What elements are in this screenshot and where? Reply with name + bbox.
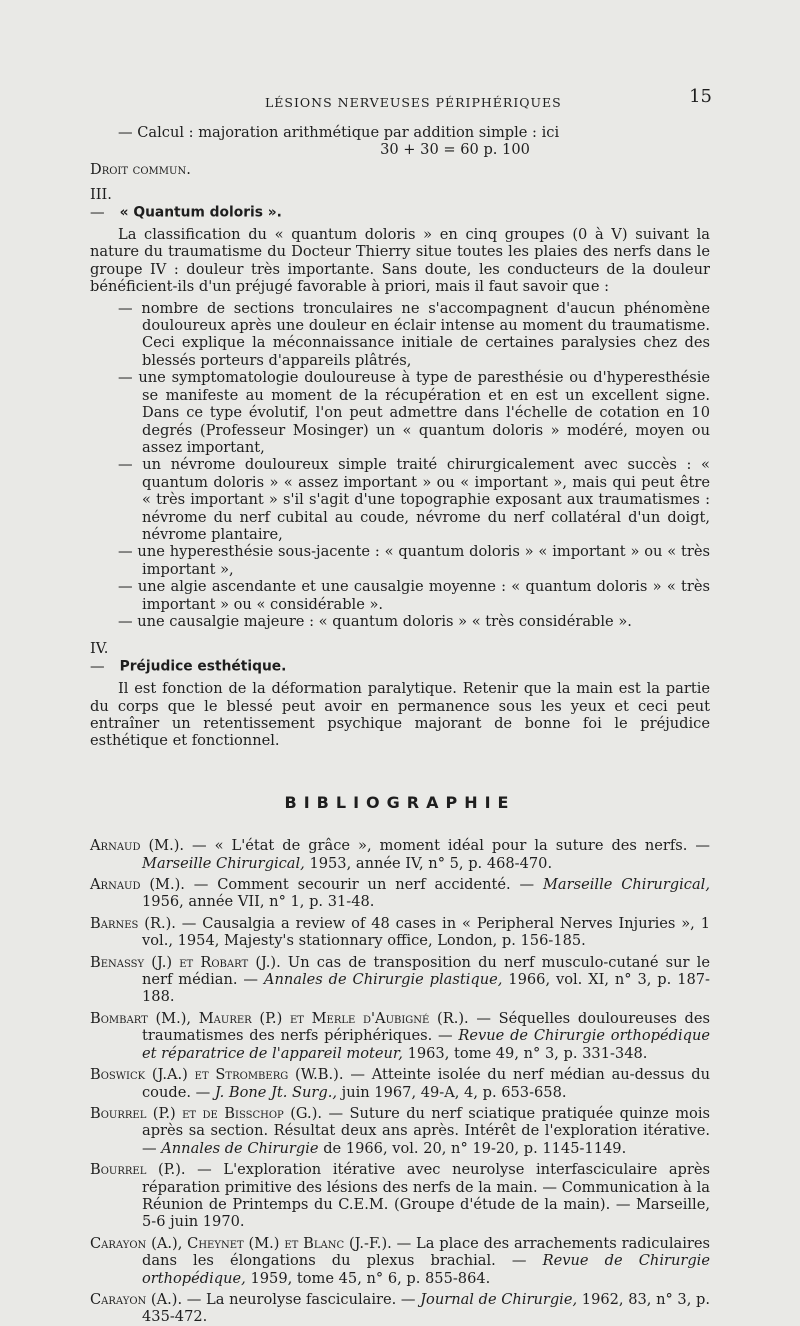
section-title: Préjudice esthétique. [119, 658, 287, 675]
reference-authors: Carayon (A.), Cheynet (M.) et Blanc (J.-F.). [90, 1234, 392, 1252]
reference-journal: Journal de Chirurgie, [420, 1290, 578, 1308]
reference-text: — La neurolyse fasciculaire. — [182, 1290, 421, 1308]
reference-journal: Annales de Chirurgie [161, 1139, 319, 1157]
list-item: — une hyperesthésie sous-jacente : « quantum doloris » « important » ou « très important », [118, 543, 710, 578]
bibliography-title: BIBLIOGRAPHIE [284, 792, 516, 812]
reference-details: 1956, année VII, n° 1, p. 31-48. [142, 893, 375, 911]
reference-journal: Revue de Chirurgie orthopédique, [142, 1252, 710, 1287]
reference-details: 1953, année IV, n° 5, p. 468-470. [304, 854, 553, 872]
section-heading-3 [90, 186, 710, 222]
section-paragraph: Il est fonction de la déformation paralytique. Retenir que la main est la partie du corps que le blessé peut avoir en permanence sous les yeux et ceci peut entraîner un retentissement psychique majorant de bonne foi le préjudice esthétique et fonctionnel. [90, 680, 710, 750]
formula: 30 + 30 = 60 p. 100 [380, 141, 530, 159]
bibliography-entry [90, 1161, 710, 1231]
reference-authors: Carayon (A.). [90, 1290, 183, 1308]
running-header [90, 88, 710, 110]
reference-journal: J. Bone Jt. Surg., [214, 1083, 338, 1101]
reference-text: — Suture du nerf sciatique pratiquée quinze mois après sa section. Résultat deux ans après. Intérêt de l'exploration itérative. — [142, 1104, 710, 1157]
list-item: — une symptomatologie douloureuse à type de paresthésie ou d'hyperesthésie se manifeste au moment de la récupération et en est un excellent signe. Dans ce type évolutif, l'on peut admettre dans l'échelle de cotation en 10 degrés (Professeur Mosinger) un « quantum doloris » modéré, moyen ou assez important, [118, 369, 710, 456]
list-item: — une algie ascendante et une causalgie moyenne : « quantum doloris » « très important » ou « considérable ». [118, 578, 710, 613]
bibliography-entry [90, 1291, 710, 1326]
reference-authors: Benassy (J.) et Robart (J.). [90, 953, 281, 971]
reference-text: — Atteinte isolée du nerf médian au-dessus du coude. — [142, 1066, 710, 1101]
bibliography-entry [90, 876, 710, 911]
bibliography-entry [90, 1235, 710, 1287]
droit-commun: Droit commun. [90, 160, 191, 178]
reference-authors: Bourrel (P.) et de Bisschop (G.). [90, 1104, 323, 1122]
running-title: LÉSIONS NERVEUSES PÉRIPHÉRIQUES [265, 95, 562, 110]
reference-text: — L'exploration itérative avec neurolyse interfasciculaire après réparation primitive des lésions des nerfs de la main. — Communication à la Réunion de Printemps du C.E.M. (Groupe d'étude de la main). — Marseille, 5-6 juin 1970. [142, 1161, 711, 1231]
reference-authors: Barnes (R.). [90, 914, 176, 932]
reference-details: 1963, tome 49, n° 3, p. 331-348. [402, 1044, 648, 1062]
section-title: « Quantum doloris ». [119, 204, 282, 221]
reference-text: Un cas de transposition du nerf musculo-cutané sur le nerf médian. — [142, 953, 710, 989]
reference-authors: Boswick (J.A.) et Stromberg (W.B.). [90, 1066, 344, 1084]
bibliography-entry [90, 1105, 710, 1157]
reference-details: de 1966, vol. 20, n° 19-20, p. 1145-1149. [318, 1139, 627, 1157]
list-item: — un névrome douloureux simple traité chirurgicalement avec succès : « quantum doloris » « assez important » ou « important », mais qui peut être « très important » s'il s'agit d'une topographie exposant aux traumatismes : névrome du nerf cubital au coude, névrome du nerf collatéral d'un doigt, névrome plantaire, [118, 456, 710, 543]
reference-text: — Séquelles douloureuses des traumatismes des nerfs périphériques. — [142, 1009, 710, 1045]
reference-text: — Comment secourir un nerf accidenté. — [184, 876, 543, 894]
reference-details: 1966, vol. XI, n° 3, p. 187-188. [142, 971, 710, 1006]
reference-details: 1959, tome 45, n° 6, p. 855-864. [245, 1269, 491, 1287]
reference-authors: Arnaud (M.). [90, 876, 185, 894]
reference-text: — « L'état de grâce », moment idéal pour la suture des nerfs. — [184, 837, 711, 855]
calcul-line: — Calcul : majoration arithmétique par addition simple : ici [118, 124, 560, 141]
page-number: 15 [689, 86, 712, 107]
reference-journal: Marseille Chirurgical, [542, 876, 710, 894]
reference-authors: Bourrel (P.). [90, 1161, 186, 1179]
reference-authors: Bombart (M.), Maurer (P.) et Merle d'Aubigné (R.). [90, 1009, 469, 1027]
bibliography-entry [90, 1066, 710, 1101]
section-heading-4 [90, 640, 710, 676]
list-item: — une causalgie majeure : « quantum doloris » « très considérable ». [118, 612, 632, 630]
reference-details: juin 1967, 49-A, 4, p. 653-658. [337, 1083, 567, 1101]
reference-authors: Arnaud (M.). [90, 837, 185, 855]
reference-details: 1962, 83, n° 3, p. 435-472. [142, 1290, 710, 1326]
bibliography-entry [90, 837, 710, 872]
section-number: IV. — [90, 640, 109, 675]
section-number: III. — [90, 186, 112, 221]
reference-text: — La place des arrachements radiculaires dans les élongations du plexus brachial. — [142, 1234, 710, 1270]
reference-journal: Marseille Chirurgical, [142, 854, 305, 872]
bibliography-entry [90, 1010, 710, 1062]
reference-text: — Causalgia a review of 48 cases in « Peripheral Nerves Injuries », 1 vol., 1954, Majesty's stationnary office, London, p. 156-185. [142, 914, 710, 950]
list-item: — nombre de sections tronculaires ne s'accompagnent d'aucun phénomène douloureux après une douleur en éclair intense au moment du traumatisme. Ceci explique la méconnaissance initiale de certaines paralysies chez des blessés porteurs d'appareils plâtrés, [118, 299, 710, 369]
bibliography-entry [90, 954, 710, 1006]
section-paragraph: La classification du « quantum doloris » en cinq groupes (0 à V) suivant la nature du traumatisme du Docteur Thierry situe toutes les plaies des nerfs dans le groupe IV : douleur très importante. Sans doute, les conducteurs de la douleur bénéficient-ils d'un préjugé favorable à priori, mais il faut savoir que : [90, 226, 710, 296]
reference-journal: Annales de Chirurgie plastique, [263, 971, 503, 989]
bibliography-list [90, 837, 710, 1326]
dash-list [90, 300, 710, 631]
reference-journal: Revue de Chirurgie orthopédique et réparatrice de l'appareil moteur, [142, 1027, 710, 1062]
bibliography-entry [90, 915, 710, 950]
